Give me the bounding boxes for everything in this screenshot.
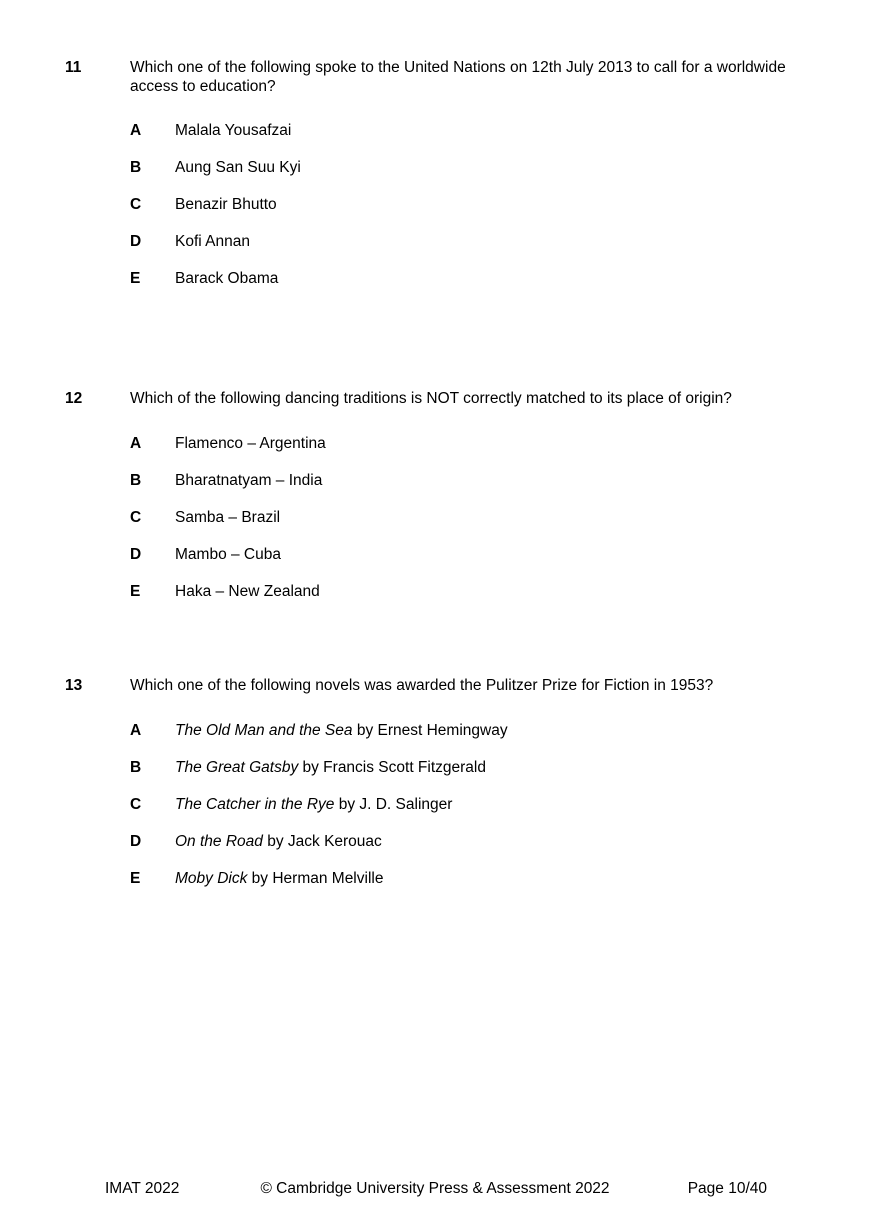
option-letter: D — [130, 832, 142, 850]
exam-name: IMAT 2022 — [105, 1180, 180, 1197]
option-row — [130, 233, 870, 252]
option-text: by Herman Melville — [247, 869, 384, 887]
option-text: by Jack Kerouac — [262, 832, 382, 850]
book-title: On the Road — [175, 832, 263, 850]
question-text: Which one of the following novels was awarded the Pulitzer Prize for Fiction in 1953? — [130, 677, 714, 694]
option-text: Samba – Brazil — [175, 508, 281, 526]
option-text: Mambo – Cuba — [175, 545, 281, 563]
question-header — [0, 677, 870, 696]
option-row — [130, 435, 870, 454]
book-title: The Old Man and the Sea — [175, 721, 353, 739]
option-letter: C — [130, 508, 142, 526]
option-letter: B — [130, 159, 142, 176]
option-row — [130, 759, 870, 778]
option-text: by Ernest Hemingway — [352, 721, 508, 739]
question-text: Which one of the following spoke to the United Nations on 12th July 2013 to call for a worldwide access to education? — [130, 59, 786, 95]
option-letter: C — [130, 196, 142, 213]
option-letter: A — [130, 434, 142, 452]
question-11 — [0, 59, 870, 289]
option-text: Bharatnatyam – India — [175, 471, 323, 489]
option-row — [130, 122, 870, 141]
option-text: Barack Obama — [175, 270, 279, 287]
option-letter: A — [130, 122, 142, 139]
question-header — [0, 390, 870, 409]
option-text: Flamenco – Argentina — [175, 434, 326, 452]
option-letter: D — [130, 233, 142, 250]
question-header — [0, 59, 870, 96]
option-row — [130, 722, 870, 741]
option-text: Benazir Bhutto — [175, 196, 277, 213]
option-text: Aung San Suu Kyi — [175, 159, 301, 176]
page-number: Page 10/40 — [687, 1180, 767, 1197]
option-letter: E — [130, 270, 141, 287]
option-text: Malala Yousafzai — [175, 122, 292, 139]
question-13 — [0, 677, 870, 888]
option-letter: A — [130, 721, 142, 739]
copyright-notice: © Cambridge University Press & Assessment 2022 — [260, 1180, 610, 1197]
option-letter: E — [130, 582, 141, 600]
option-row — [130, 870, 870, 889]
option-text: Kofi Annan — [175, 233, 250, 250]
option-row — [130, 509, 870, 528]
option-letter: C — [130, 795, 142, 813]
option-text: Haka – New Zealand — [175, 582, 320, 600]
option-row — [130, 583, 870, 602]
question-text: Which of the following dancing traditions is NOT correctly matched to its place of origin? — [130, 390, 732, 407]
options-list — [0, 122, 870, 289]
option-letter: B — [130, 758, 142, 776]
option-letter: E — [130, 869, 141, 887]
page-footer — [0, 1179, 870, 1198]
book-title: Moby Dick — [175, 869, 248, 887]
option-row — [130, 159, 870, 178]
option-row — [130, 270, 870, 289]
question-number: 13 — [65, 677, 83, 694]
question-number: 11 — [65, 59, 82, 76]
option-letter: B — [130, 471, 142, 489]
question-12 — [0, 390, 870, 601]
option-text: by Francis Scott Fitzgerald — [298, 758, 486, 776]
option-text: by J. D. Salinger — [334, 795, 453, 813]
option-row — [130, 472, 870, 491]
option-row — [130, 833, 870, 852]
book-title: The Catcher in the Rye — [175, 795, 335, 813]
book-title: The Great Gatsby — [175, 758, 299, 776]
question-number: 12 — [65, 390, 83, 407]
option-row — [130, 196, 870, 215]
option-row — [130, 796, 870, 815]
options-list — [0, 722, 870, 889]
option-row — [130, 546, 870, 565]
options-list — [0, 435, 870, 602]
option-letter: D — [130, 545, 142, 563]
